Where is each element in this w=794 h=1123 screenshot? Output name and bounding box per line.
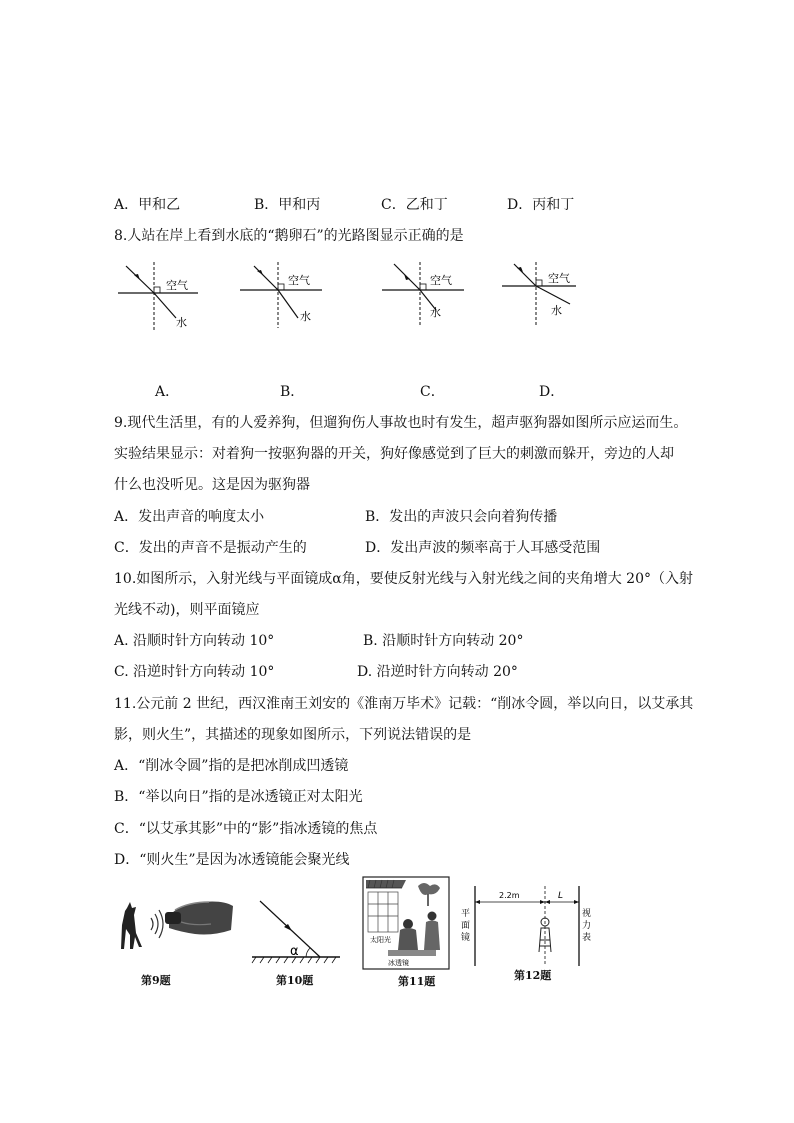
dog-icon <box>121 902 142 949</box>
q10-option-b: B. 沿顺时针方向转动 20° <box>363 633 524 649</box>
q8-diagram-a <box>110 260 220 335</box>
angle-arc <box>306 948 310 957</box>
q11-stem-line2: 影，则火生”，其描述的现象如图所示，下列说法错误的是 <box>114 727 472 743</box>
L-label: L <box>558 891 564 901</box>
q11-stem-line1: 11.公元前 2 世纪，西汉淮南王刘安的《淮南万毕术》记载：“削冰令圆，举以向日，以艾承其 <box>114 696 694 712</box>
fig11-ancient-illustration <box>362 876 450 970</box>
q8-label-b: B． <box>280 384 305 400</box>
q8-diagram-b <box>232 260 342 335</box>
q7-option-c: C．乙和丁 <box>381 197 448 213</box>
mirror-label-3: 镜 <box>461 933 471 943</box>
water-label: 水 <box>300 310 311 323</box>
q7-option-a: A．甲和乙 <box>114 197 181 213</box>
q10-option-a: A. 沿顺时针方向转动 10° <box>114 633 275 649</box>
q11-option-b: B．“举以向日”指的是冰透镜正对太阳光 <box>114 789 363 805</box>
right-angle-mark <box>278 284 284 290</box>
q9-stem-line2: 实验结果显示：对着狗一按驱狗器的开关，狗好像感觉到了巨大的刺激而躲开，旁边的人却 <box>114 446 674 462</box>
ray-air <box>126 266 154 293</box>
q8-stem: 8.人站在岸上看到水底的“鹅卵石”的光路图显示正确的是 <box>114 228 464 244</box>
q8-label-a: A． <box>155 384 180 400</box>
arrow-down <box>134 274 140 280</box>
right-angle-mark <box>154 287 160 293</box>
q11-option-c: C．“以艾承其影”中的“影”指冰透镜的焦点 <box>114 821 378 837</box>
water-label: 水 <box>176 316 187 329</box>
q11-option-a: A．“削冰令圆”指的是把冰削成凹透镜 <box>114 758 349 774</box>
chart-label-2: 力 <box>582 921 592 931</box>
mirror-label-2: 面 <box>461 921 471 931</box>
q9-option-d: D．发出声波的频率高于人耳感受范围 <box>365 540 601 556</box>
q9-stem-line3: 什么也没听见。这是因为驱狗器 <box>114 477 310 493</box>
mirror-label-1: 平 <box>461 909 471 919</box>
q11-option-d: D．“则火生”是因为冰透镜能会聚光线 <box>114 852 350 868</box>
chart-label-1: 视 <box>582 909 592 919</box>
arrow-down <box>404 274 410 280</box>
distance-label: 2.2m <box>499 891 520 900</box>
q7-option-b: B．甲和丙 <box>254 197 321 213</box>
hand-holding-device-icon <box>165 902 233 935</box>
ray-water <box>154 293 176 318</box>
fig11-caption: 第11题 <box>398 975 436 988</box>
table <box>388 950 436 956</box>
right-angle-mark <box>536 280 542 286</box>
air-label: 空气 <box>166 279 188 292</box>
right-angle-mark <box>420 284 426 290</box>
ray-air <box>254 266 278 290</box>
q9-option-a: A．发出声音的响度太小 <box>114 509 265 525</box>
ray-water <box>278 290 298 318</box>
ray-air <box>514 264 536 286</box>
q9-option-c: C．发出的声音不是振动产生的 <box>114 540 307 556</box>
water-label: 水 <box>430 306 441 319</box>
q7-option-d: D．丙和丁 <box>507 197 575 213</box>
q10-option-c: C. 沿逆时针方向转动 10° <box>114 664 275 680</box>
q8-diagram-c <box>376 260 486 335</box>
fig9-dog-repeller <box>115 888 245 970</box>
sound-waves-icon <box>151 910 163 938</box>
q9-option-b: B．发出的声波只会向着狗传播 <box>365 509 558 525</box>
fig10-mirror-angle <box>248 893 348 968</box>
arrow-up <box>257 270 263 275</box>
lens-label: 冰透镜 <box>388 959 409 967</box>
q8-diagram-d <box>496 260 606 335</box>
alpha-label: α <box>290 944 299 959</box>
fig12-eye-test-setup <box>455 884 590 968</box>
fig12-caption: 第12题 <box>514 969 552 982</box>
air-label: 空气 <box>430 274 452 287</box>
q10-stem-line2: 光线不动)，则平面镜应 <box>114 602 260 618</box>
air-label: 空气 <box>288 274 310 287</box>
q8-label-c: C． <box>420 384 445 400</box>
chart-label-3: 表 <box>582 933 592 943</box>
fig9-caption: 第9题 <box>141 974 171 987</box>
air-label: 空气 <box>548 272 570 285</box>
q8-label-d: D． <box>539 384 565 400</box>
sun-label: 太阳光 <box>370 936 391 944</box>
q9-stem-line1: 9.现代生活里，有的人爱养狗，但遛狗伤人事故也时有发生，超声驱狗器如图所示应运而生。 <box>114 415 688 431</box>
water-label: 水 <box>551 304 562 317</box>
fig10-caption: 第10题 <box>276 974 314 987</box>
q10-option-d: D. 沿逆时针方向转动 20° <box>357 664 518 680</box>
ray-water <box>536 286 570 304</box>
q10-stem-line1: 10.如图所示，入射光线与平面镜成α角，要使反射光线与入射光线之间的夹角增大 20°（入射 <box>114 571 693 587</box>
